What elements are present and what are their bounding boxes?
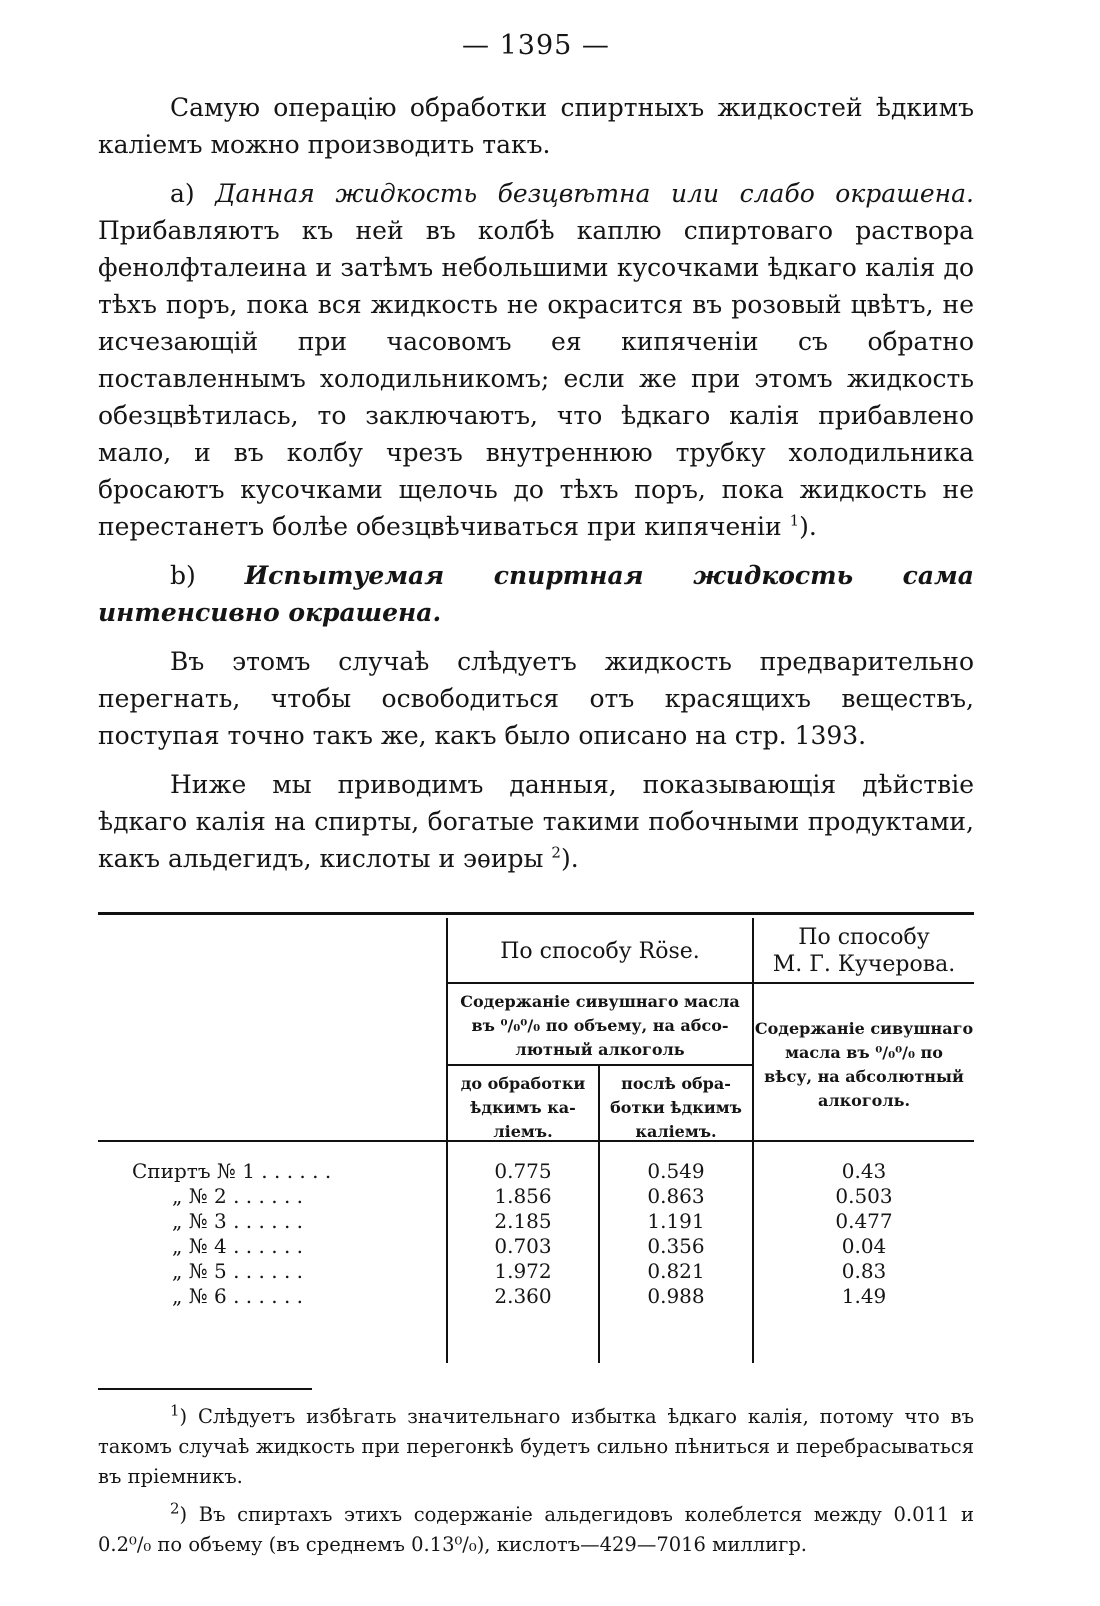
page-number: — 1395 — [462,30,610,61]
table-cell: 1.856 [494,1184,552,1208]
row-label: Спиртъ № 1 . . . . . . [132,1159,332,1183]
row-label: „ № 4 . . . . . . [172,1234,304,1258]
page [98,30,975,1556]
table-subheader-rule [448,1064,752,1066]
data-intro-tail: ). [560,844,579,873]
table-subheader-rule [448,982,752,984]
footnote-rule [98,1388,312,1390]
case-a-heading: Данная жидкость безцвѣтна или слабо окрашена. [215,179,974,208]
table-cell: 0.43 [841,1159,887,1183]
table-cell: 0.503 [835,1184,893,1208]
footnote-1: $^1$) Слѣдуетъ избѣгать значительнаго избытка ѣдкаго калія, потому что въ такомъ случаѣ жидкость при перегонкѣ будетъ сильно пѣниться и перебрасываться въ пріемникъ. [98,1401,974,1488]
column-values-before [448,1159,598,1309]
data-intro-text: Ниже мы приводимъ данныя, показывающія дѣйствіе ѣдкаго калія на спирты, богатые такими побочными продуктами, какъ альдегидъ, кислоты и эѳиры [98,770,974,873]
table-cell: 2.185 [494,1209,552,1233]
table-cell: 0.775 [494,1159,552,1183]
table-cell: 0.356 [647,1234,705,1258]
footnote-ref-2[interactable]: 2 [551,843,561,862]
column-header-before: до обработки ѣдкимъ ка- ліемъ. [460,1074,586,1141]
table-cell: 0.83 [841,1259,887,1283]
subheader-rose: Содержаніе сивушнаго масла въ ⁰/₀⁰/₀ по объему, на абсо- лютный алкоголь [460,992,740,1059]
column-values-kucherov [754,1159,974,1309]
footnote-mark: 1 [170,1401,180,1420]
column-header-kucherov: Содержаніе сивушнаго масла въ ⁰/₀⁰/₀ по вѣсу, на абсолютный алкоголь. [754,1019,974,1110]
case-a-paragraph [98,175,974,545]
footnote-2: $^2$) Въ спиртахъ этихъ содержаніе альдегидовъ колеблется между 0.011 и 0.2⁰/₀ по объему (въ среднемъ 0.13⁰/₀), кислотъ—429—7016 миллигр. [98,1499,974,1556]
row-label: „ № 3 . . . . . . [172,1209,304,1233]
intro-paragraph: Самую операцію обработки спиртныхъ жидкостей ѣдкимъ каліемъ можно производить такъ. [98,93,974,159]
row-label: „ № 2 . . . . . . [172,1184,304,1208]
row-label: „ № 5 . . . . . . [172,1259,304,1283]
footnote-mark: 2 [170,1499,180,1518]
column-values-after [600,1159,752,1309]
case-a-marker: a) [170,179,195,208]
case-a-text: Прибавляютъ къ ней въ колбѣ каплю спиртоваго раствора фенолфталеина и затѣмъ небольшими кусочками ѣдкаго калія до тѣхъ поръ, пока вся жидкость не окрасится въ розовый цвѣтъ, не исчезающій при часовомъ ея кипяченіи съ обратно поставленнымъ холодильникомъ; если же при этомъ жидкость обезцвѣтилась, то заключаютъ, что ѣдкаго калія прибавлено мало, и въ колбу чрезъ внутреннюю трубку холодильника бросаютъ кусочками щелочь до тѣхъ поръ, пока жидкость не перестанетъ болѣе обезцвѣчиваться при кипяченіи [98,216,974,541]
table-subheader-rule [754,982,974,984]
case-b-heading: Испытуемая спиртная жидкость сама интенсивно окрашена. [98,561,975,627]
table-cell: 1.972 [494,1259,552,1283]
results-table [98,912,974,1367]
header-rose: По способу Röse. [500,939,700,964]
table-cell: 0.549 [647,1159,705,1183]
table-top-rule [98,912,974,915]
case-a-tail: ). [799,512,817,541]
table-cell: 0.477 [835,1209,893,1233]
table-cell: 1.49 [841,1284,887,1308]
table-cell: 0.703 [494,1234,552,1258]
row-labels [98,1159,436,1309]
table-cell: 0.04 [841,1234,887,1258]
table-cell: 0.863 [647,1184,705,1208]
table-cell: 1.191 [647,1209,705,1233]
header-kucherov: По способу М. Г. Кучерова. [772,925,956,977]
data-intro-paragraph [98,766,974,877]
table-cell: 2.360 [494,1284,552,1308]
column-header-after: послѣ обра- ботки ѣдкимъ каліемъ. [610,1074,742,1141]
table-cell: 0.988 [647,1284,705,1308]
footnote-ref-1[interactable]: 1 [789,511,800,530]
case-b-heading-line [98,557,974,631]
table-cell: 0.821 [647,1259,705,1283]
case-b-marker: b) [170,561,196,590]
case-b-paragraph: Въ этомъ случаѣ слѣдуетъ жидкость предварительно перегнать, чтобы освободиться отъ красящихъ веществъ, поступая точно такъ же, какъ было описано на стр. 1393. [98,647,974,750]
row-label: „ № 6 . . . . . . [172,1284,304,1308]
